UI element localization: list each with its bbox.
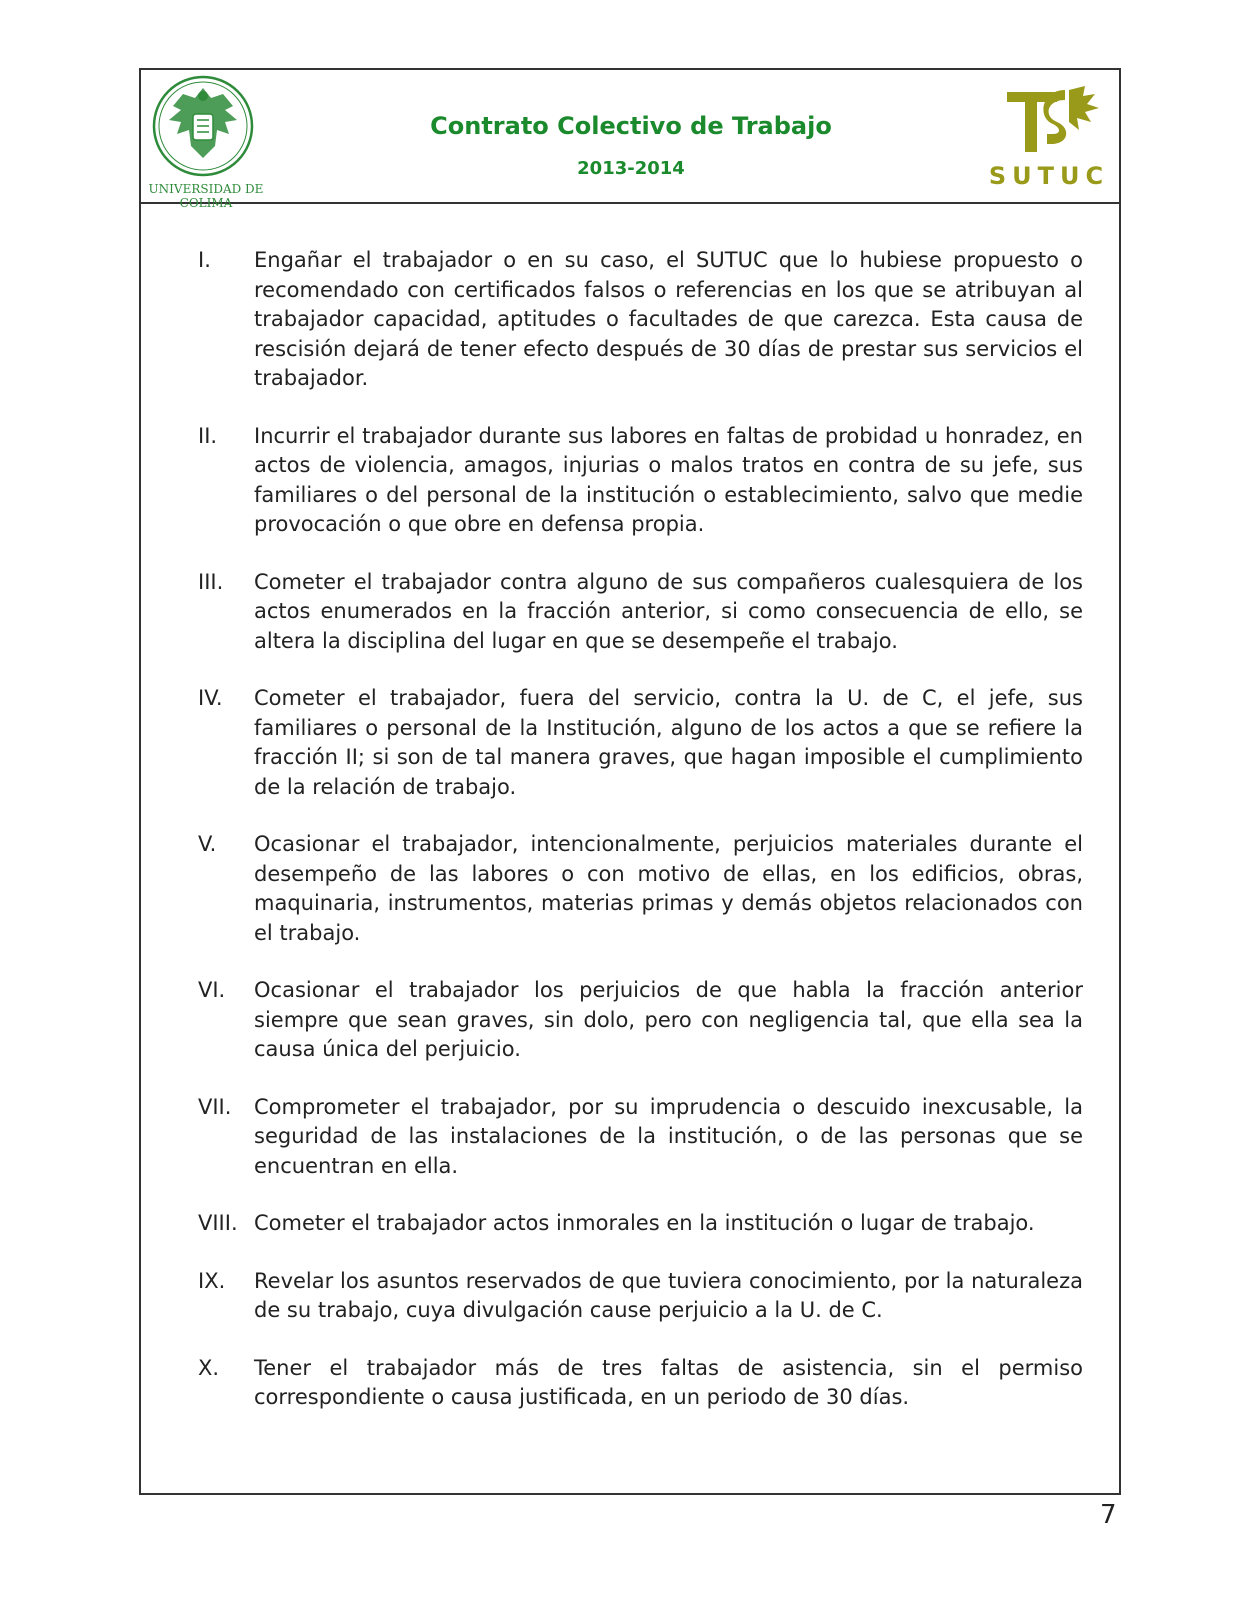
- item-number: V.: [198, 832, 217, 856]
- list-item: [198, 684, 1083, 802]
- list-item: [198, 1267, 1083, 1326]
- item-text: Revelar los asuntos reservados de que tuviera conocimiento, por la naturaleza de su trabajo, cuya divulgación cause perjuicio a la U. de C.: [254, 1268, 1083, 1322]
- list-item: [198, 1354, 1083, 1413]
- item-number: II.: [198, 423, 218, 448]
- item-number: IX.: [198, 1268, 226, 1293]
- right-logo-caption: SUTUC: [988, 162, 1110, 190]
- list-item: [198, 1209, 1083, 1239]
- universidad-de-colima-logo: [143, 74, 269, 210]
- page-number: 7: [1100, 1500, 1117, 1530]
- eagle-crest-icon: [143, 74, 269, 182]
- item-text: Incurrir el trabajador durante sus labores en faltas de probidad u honradez, en actos de violencia, amagos, injurias o malos tratos en contra de su jefe, sus familiares o del personal de la institución o establecimiento, salvo que medie provocación o que obre en defensa propia.: [254, 423, 1083, 536]
- item-text: Cometer el trabajador, fuera del servicio, contra la U. de C, el jefe, sus familiares o personal de la Institución, alguno de los actos a que se refiere la fracción II; si son de tal manera graves, que hagan imposible el cumplimiento de la relación de trabajo.: [254, 686, 1083, 799]
- item-text: Ocasionar el trabajador los perjuicios de que habla la fracción anterior siempre que sean graves, sin dolo, pero con negligencia tal, que ella sea la causa única del perjuicio.: [254, 978, 1083, 1061]
- item-number: III.: [198, 569, 224, 594]
- item-number: X.: [198, 1355, 220, 1380]
- document-subtitle: 2013-2014: [577, 158, 685, 179]
- list-item: [198, 422, 1083, 540]
- item-number: VIII.: [198, 1211, 238, 1235]
- document-header: [141, 70, 1119, 210]
- list-item: [198, 568, 1083, 657]
- list-item: [198, 1093, 1083, 1182]
- item-number: VI.: [198, 978, 226, 1002]
- item-number: IV.: [198, 686, 223, 710]
- item-text: Comprometer el trabajador, por su imprudencia o descuido inexcusable, la seguridad de las instalaciones de la institución, o de las personas que se encuentran en ella.: [254, 1094, 1083, 1178]
- list-item: [198, 246, 1083, 394]
- document-title: Contrato Colectivo de Trabajo: [430, 112, 832, 140]
- item-text: Cometer el trabajador actos inmorales en la institución o lugar de trabajo.: [254, 1211, 1035, 1235]
- fractions-list: [198, 246, 1083, 1441]
- list-item: [198, 976, 1083, 1065]
- item-text: Tener el trabajador más de tres faltas de asistencia, sin el permiso correspondiente o causa justificada, en un periodo de 30 días.: [254, 1355, 1083, 1409]
- item-number: I.: [198, 248, 211, 272]
- item-text: Cometer el trabajador contra alguno de sus compañeros cualesquiera de los actos enumerados en la fracción anterior, si como consecuencia de ello, se altera la disciplina del lugar en que se desempeñe el trabajo.: [254, 569, 1083, 653]
- list-item: [198, 830, 1083, 948]
- sutuc-emblem-icon: [987, 82, 1111, 162]
- page-frame: [139, 68, 1121, 1495]
- item-text: Engañar el trabajador o en su caso, el SUTUC que lo hubiese propuesto o recomendado con certificados falsos o referencias en los que se atribuyan al trabajador capacidad, aptitudes o facultades de que carezca. Esta causa de rescisión dejará de tener efecto después de 30 días de prestar sus servicios el trabajador.: [254, 248, 1083, 390]
- item-text: Ocasionar el trabajador, intencionalmente, perjuicios materiales durante el desempeño de las labores o con motivo de ellas, en los edificios, obras, maquinaria, instrumentos, materias primas y demás objetos relacionados con el trabajo.: [254, 832, 1083, 945]
- item-number: VII.: [198, 1094, 232, 1119]
- left-logo-caption: UNIVERSIDAD DE COLIMA: [148, 182, 264, 210]
- sutuc-logo: [987, 82, 1111, 194]
